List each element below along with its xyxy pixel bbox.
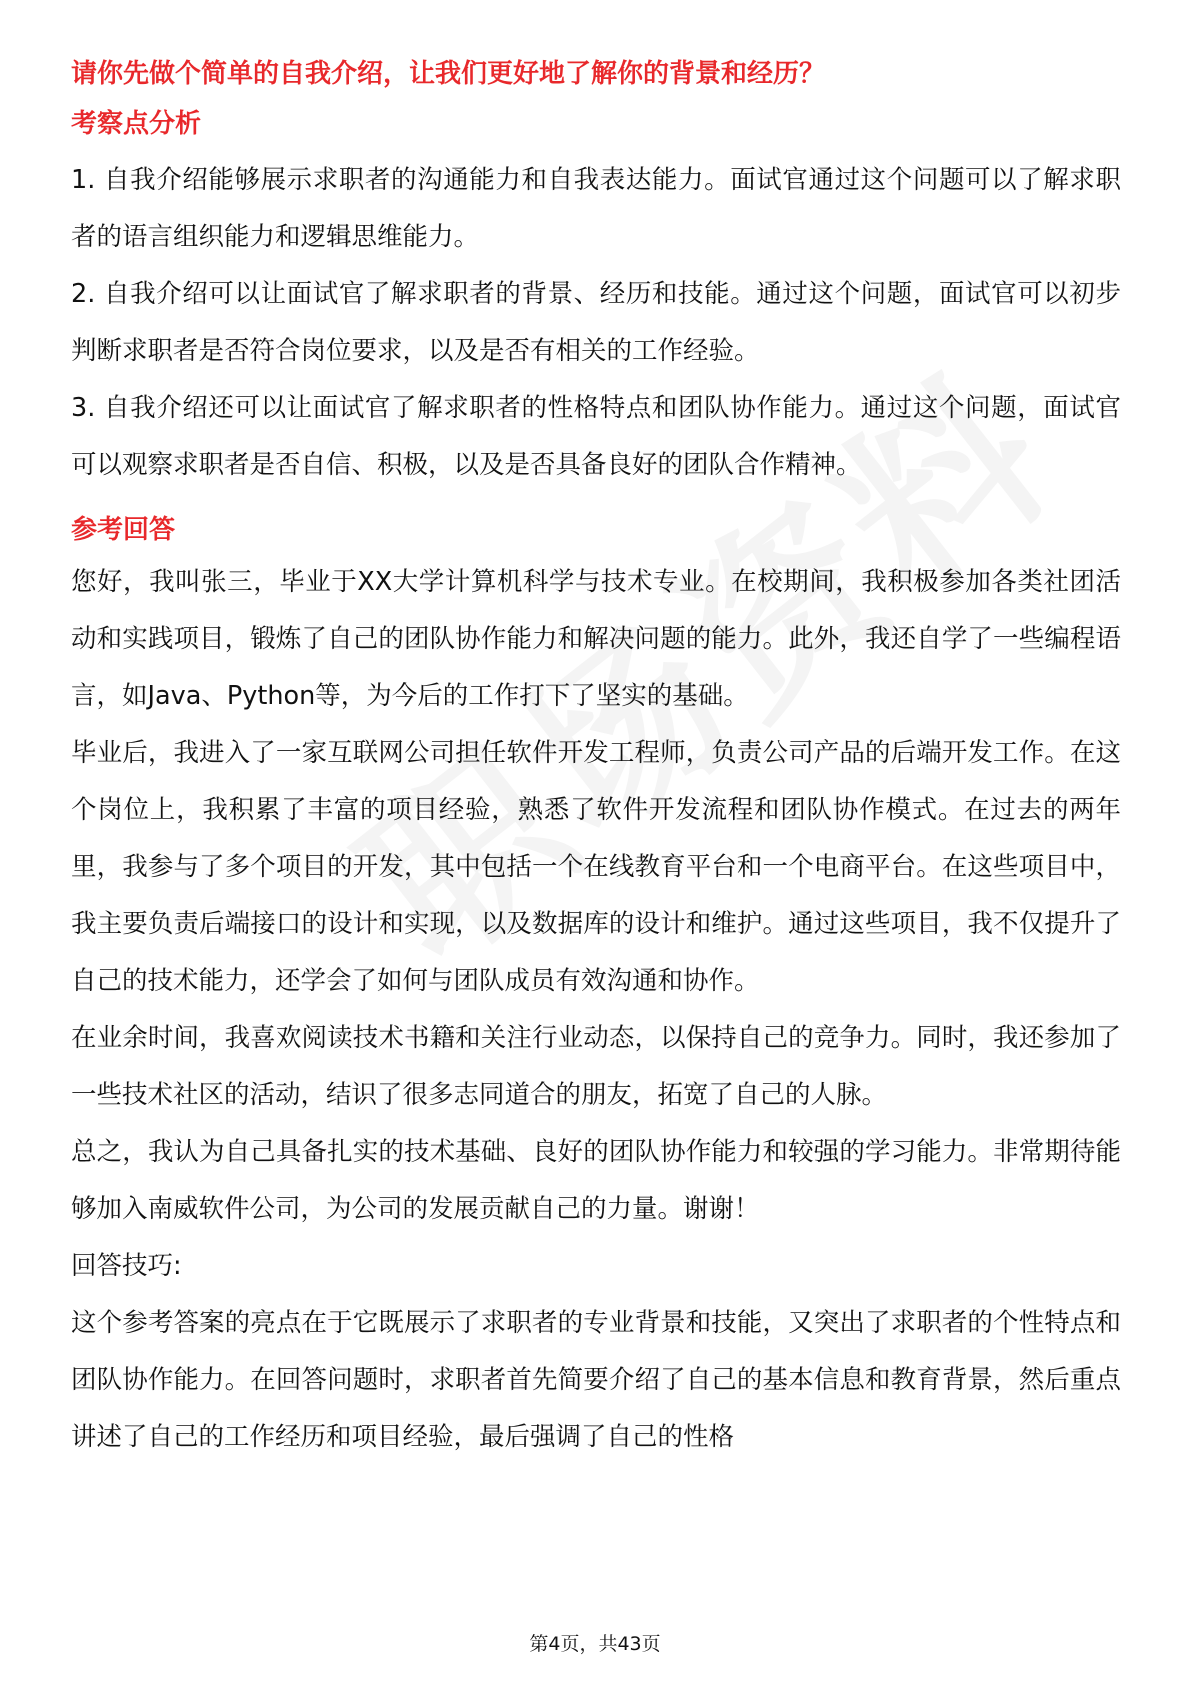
analysis-title: 考察点分析: [71, 109, 202, 139]
answer-paragraph-3: 在业余时间，我喜欢阅读技术书籍和关注行业动态，以保持自己的竞争力。同时，我还参加了一些技术社区的活动，结识了很多志同道合的朋友，拓宽了自己的人脉。: [71, 1023, 1121, 1110]
analysis-point-1: 1. 自我介绍能够展示求职者的沟通能力和自我表达能力。面试官通过这个问题可以了解求职者的语言组织能力和逻辑思维能力。: [71, 165, 1121, 252]
analysis-point-2: 2. 自我介绍可以让面试官了解求职者的背景、经历和技能。通过这个问题，面试官可以初步判断求职者是否符合岗位要求，以及是否有相关的工作经验。: [71, 279, 1121, 366]
answer-paragraph-4: 总之，我认为自己具备扎实的技术基础、良好的团队协作能力和较强的学习能力。非常期待能够加入南威软件公司，为公司的发展贡献自己的力量。谢谢！: [71, 1137, 1121, 1224]
answer-paragraph-2: 毕业后，我进入了一家互联网公司担任软件开发工程师，负责公司产品的后端开发工作。在这个岗位上，我积累了丰富的项目经验，熟悉了软件开发流程和团队协作模式。在过去的两年里，我参与了多个项目的开发，其中包括一个在线教育平台和一个电商平台。在这些项目中，我主要负责后端接口的设计和实现，以及数据库的设计和维护。通过这些项目，我不仅提升了自己的技术能力，还学会了如何与团队成员有效沟通和协作。: [71, 738, 1121, 996]
question-heading: 请你先做个简单的自我介绍，让我们更好地了解你的背景和经历？: [71, 59, 826, 89]
page-number-footer: 第4页，共43页: [529, 1633, 661, 1655]
answer-paragraph-1: 您好，我叫张三，毕业于XX大学计算机科学与技术专业。在校期间，我积极参加各类社团活动和实践项目，锻炼了自己的团队协作能力和解决问题的能力。此外，我还自学了一些编程语言，如Java、Python等，为今后的工作打下了坚实的基础。: [71, 567, 1121, 711]
answer-title: 参考回答: [71, 515, 176, 545]
tips-text: 这个参考答案的亮点在于它既展示了求职者的专业背景和技能，又突出了求职者的个性特点和团队协作能力。在回答问题时，求职者首先简要介绍了自己的基本信息和教育背景，然后重点讲述了自己的工作经历和项目经验，最后强调了自己的性格: [71, 1308, 1121, 1452]
tips-title: 回答技巧:: [71, 1251, 182, 1281]
analysis-point-3: 3. 自我介绍还可以让面试官了解求职者的性格特点和团队协作能力。通过这个问题，面试官可以观察求职者是否自信、积极，以及是否具备良好的团队合作精神。: [71, 393, 1121, 480]
document-content: [71, 52, 1121, 1466]
